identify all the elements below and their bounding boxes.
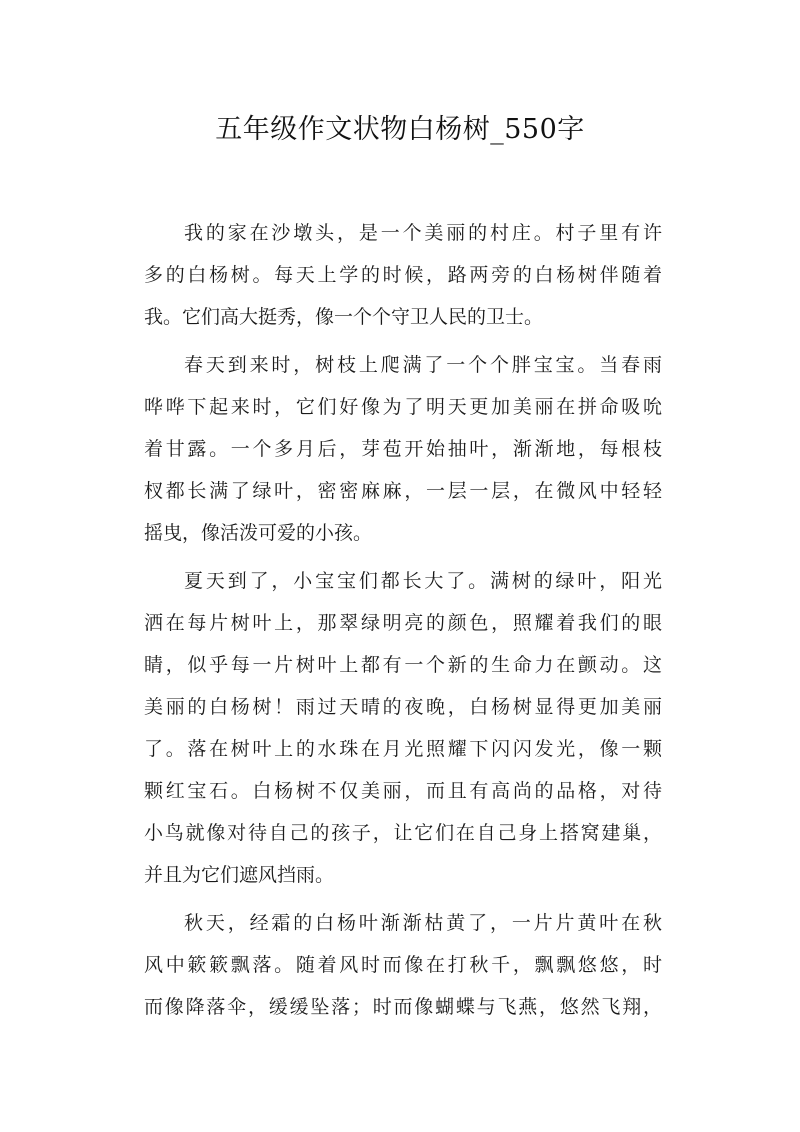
paragraph xyxy=(144,344,662,554)
paragraph xyxy=(144,560,662,896)
text-line: 小鸟就像对待自己的孩子，让它们在自己身上搭窝建巢， xyxy=(144,822,662,844)
text-line: 美丽的白杨树！雨过天晴的夜晚，白杨树显得更加美丽 xyxy=(144,696,662,718)
text-line: 着甘露。一个多月后，芽苞开始抽叶，渐渐地，每根枝 xyxy=(144,438,662,460)
text-line: 哗哗下起来时，它们好像为了明天更加美丽在拼命吸吮 xyxy=(144,396,662,418)
text-line: 春天到来时，树枝上爬满了一个个胖宝宝。当春雨 xyxy=(184,354,662,376)
text-line: 秋天，经霜的白杨叶渐渐枯黄了，一片片黄叶在秋 xyxy=(184,912,662,934)
text-line: 洒在每片树叶上，那翠绿明亮的颜色，照耀着我们的眼 xyxy=(144,612,662,634)
text-line: 颗红宝石。白杨树不仅美丽，而且有高尚的品格，对待 xyxy=(144,780,662,802)
text-line: 杈都长满了绿叶，密密麻麻，一层一层，在微风中轻轻 xyxy=(144,480,662,502)
text-line: 睛，似乎每一片树叶上都有一个新的生命力在颤动。这 xyxy=(144,654,662,676)
text-line: 夏天到了，小宝宝们都长大了。满树的绿叶，阳光 xyxy=(184,570,662,592)
paragraph xyxy=(144,902,662,1028)
paragraph xyxy=(144,212,662,338)
text-line: 风中簌簌飘落。随着风时而像在打秋千，飘飘悠悠，时 xyxy=(144,954,662,976)
text-line: 并且为它们遮风挡雨。 xyxy=(144,864,335,886)
text-line: 而像降落伞，缓缓坠落；时而像蝴蝶与飞燕，悠然飞翔， xyxy=(144,996,662,1018)
document-title: 五年级作文状物白杨树_550字 xyxy=(215,114,585,145)
text-line: 多的白杨树。每天上学的时候，路两旁的白杨树伴随着 xyxy=(144,264,662,286)
text-line: 摇曳，像活泼可爱的小孩。 xyxy=(144,522,373,544)
text-line: 我。它们高大挺秀，像一个个守卫人民的卫士。 xyxy=(144,306,544,328)
document-body xyxy=(144,212,662,1028)
text-line: 了。落在树叶上的水珠在月光照耀下闪闪发光，像一颗 xyxy=(144,738,662,760)
text-line: 我的家在沙墩头，是一个美丽的村庄。村子里有许 xyxy=(184,222,662,244)
